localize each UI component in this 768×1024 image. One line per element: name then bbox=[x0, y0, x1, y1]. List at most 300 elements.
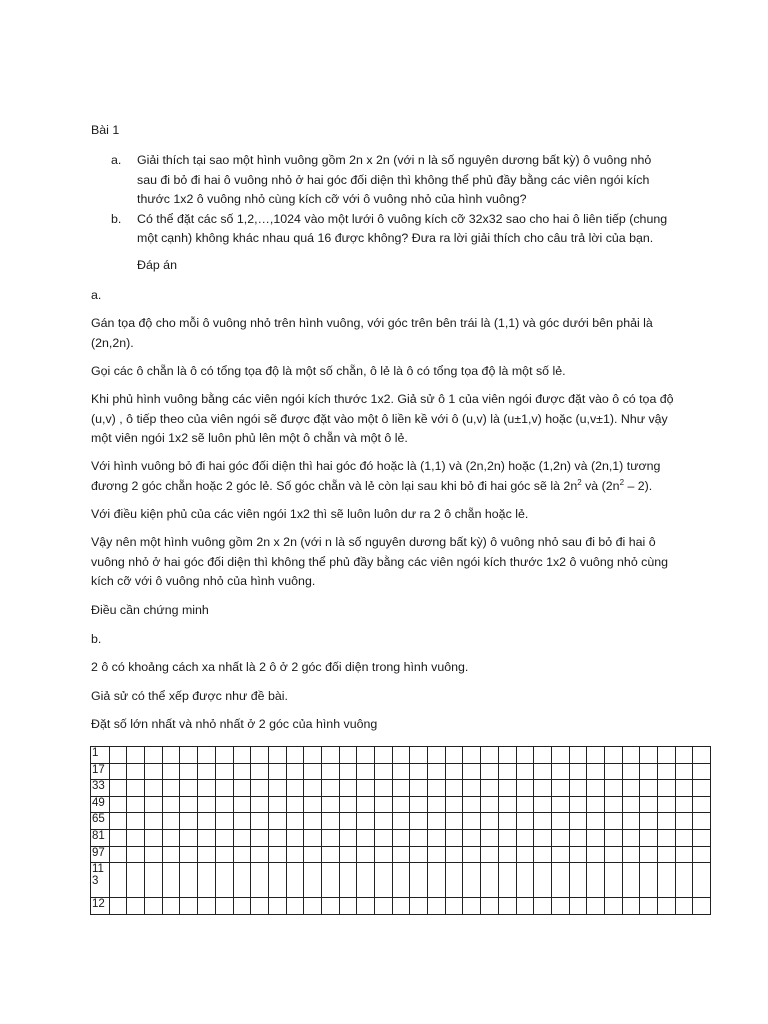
table-cell bbox=[622, 747, 640, 764]
table-cell bbox=[445, 829, 463, 846]
table-cell bbox=[233, 898, 251, 915]
table-cell bbox=[675, 829, 693, 846]
table-cell bbox=[516, 898, 534, 915]
question-b-line: một cạnh) không khác nhau quá 16 được không? Đưa ra lời giải thích cho câu trả lời của bạn. bbox=[137, 231, 654, 245]
table-cell bbox=[321, 780, 339, 797]
question-a-marker: a. bbox=[111, 153, 122, 167]
table-cell bbox=[534, 780, 552, 797]
table-cell bbox=[516, 780, 534, 797]
table-cell bbox=[604, 898, 622, 915]
table-cell bbox=[693, 763, 711, 780]
table-cell bbox=[339, 813, 357, 830]
table-cell-first bbox=[91, 863, 110, 898]
table-cell bbox=[587, 898, 605, 915]
table-row bbox=[91, 796, 711, 813]
paragraph-coordinates bbox=[91, 314, 691, 353]
text-segment: – 2). bbox=[624, 478, 653, 493]
table-cell bbox=[516, 747, 534, 764]
table-cell bbox=[339, 796, 357, 813]
table-cell bbox=[622, 829, 640, 846]
table-cell bbox=[693, 846, 711, 863]
table-cell bbox=[375, 813, 393, 830]
table-cell bbox=[251, 813, 269, 830]
table-cell bbox=[304, 846, 322, 863]
cell-text-part: 11 bbox=[92, 863, 104, 876]
table-cell-first: 49 bbox=[91, 796, 110, 813]
table-cell bbox=[498, 747, 516, 764]
table-cell bbox=[587, 763, 605, 780]
table-cell bbox=[410, 780, 428, 797]
table-cell bbox=[534, 898, 552, 915]
table-cell bbox=[198, 898, 216, 915]
table-cell bbox=[180, 829, 198, 846]
qed-text: Điều cần chứng minh bbox=[91, 603, 209, 617]
table-cell bbox=[162, 796, 180, 813]
table-cell bbox=[145, 763, 163, 780]
table-cell bbox=[233, 763, 251, 780]
table-cell bbox=[109, 747, 127, 764]
table-cell bbox=[640, 780, 658, 797]
table-row bbox=[91, 780, 711, 797]
table-cell bbox=[127, 863, 145, 898]
table-cell bbox=[481, 763, 499, 780]
question-b-line: Có thể đặt các số 1,2,…,1024 vào một lưới ô vuông kích cỡ 32x32 sao cho hai ô liên tiếp (chung bbox=[137, 211, 668, 226]
text-segment: và (2n bbox=[581, 478, 620, 493]
table-cell bbox=[145, 796, 163, 813]
table-cell bbox=[604, 796, 622, 813]
table-cell bbox=[445, 813, 463, 830]
table-cell bbox=[534, 829, 552, 846]
table-cell bbox=[640, 898, 658, 915]
table-cell bbox=[304, 747, 322, 764]
part-a-label: a. bbox=[91, 288, 102, 302]
table-cell bbox=[215, 747, 233, 764]
paragraph-line: kích cỡ với ô vuông nhỏ của hình vuông. bbox=[91, 574, 316, 588]
table-cell bbox=[675, 796, 693, 813]
table-cell bbox=[251, 747, 269, 764]
superscript: 2 bbox=[619, 477, 625, 487]
table-cell bbox=[233, 813, 251, 830]
table-cell bbox=[640, 829, 658, 846]
table-cell bbox=[109, 763, 127, 780]
table-cell bbox=[268, 829, 286, 846]
table-cell bbox=[658, 898, 676, 915]
paragraph-line: Gán tọa độ cho mỗi ô vuông nhỏ trên hình vuông, với góc trên bên trái là (1,1) và góc dưới bên phải là bbox=[91, 316, 653, 330]
table-cell bbox=[693, 813, 711, 830]
table-cell bbox=[109, 898, 127, 915]
table-row bbox=[91, 898, 711, 915]
table-cell bbox=[357, 846, 375, 863]
table-cell bbox=[445, 747, 463, 764]
table-cell bbox=[357, 796, 375, 813]
table-cell bbox=[675, 846, 693, 863]
table-cell bbox=[233, 829, 251, 846]
table-cell bbox=[145, 829, 163, 846]
table-cell bbox=[463, 898, 481, 915]
table-cell bbox=[304, 763, 322, 780]
table-cell bbox=[622, 846, 640, 863]
table-cell bbox=[215, 846, 233, 863]
table-cell bbox=[410, 747, 428, 764]
table-cell-first: 97 bbox=[91, 846, 110, 863]
table-cell bbox=[286, 898, 304, 915]
table-cell bbox=[357, 747, 375, 764]
table-cell bbox=[251, 898, 269, 915]
table-cell bbox=[251, 846, 269, 863]
answer-heading: Đáp án bbox=[137, 258, 177, 272]
part-b-label: b. bbox=[91, 632, 102, 646]
table-cell bbox=[693, 796, 711, 813]
table-cell bbox=[675, 898, 693, 915]
table-cell bbox=[410, 813, 428, 830]
table-cell bbox=[321, 829, 339, 846]
table-cell bbox=[180, 796, 198, 813]
table-cell bbox=[498, 780, 516, 797]
table-cell bbox=[481, 780, 499, 797]
table-cell bbox=[109, 829, 127, 846]
table-cell bbox=[145, 747, 163, 764]
table-cell bbox=[604, 780, 622, 797]
table-cell bbox=[622, 863, 640, 898]
table-cell bbox=[410, 763, 428, 780]
table-cell-first: 12 bbox=[91, 898, 110, 915]
superscript: 2 bbox=[577, 477, 582, 487]
table-cell bbox=[658, 763, 676, 780]
table-cell bbox=[693, 829, 711, 846]
table-cell bbox=[622, 796, 640, 813]
table-cell bbox=[463, 747, 481, 764]
table-cell bbox=[339, 763, 357, 780]
table-cell bbox=[587, 796, 605, 813]
table-cell bbox=[534, 813, 552, 830]
table-cell bbox=[445, 846, 463, 863]
table-cell bbox=[428, 796, 446, 813]
table-cell bbox=[127, 813, 145, 830]
table-cell bbox=[428, 846, 446, 863]
table-cell-first: 1 bbox=[91, 747, 110, 764]
table-cell bbox=[445, 863, 463, 898]
table-cell bbox=[198, 747, 216, 764]
table-cell bbox=[375, 829, 393, 846]
paragraph-assume: Giả sử có thể xếp được như đề bài. bbox=[91, 689, 288, 703]
table-cell bbox=[233, 846, 251, 863]
table-cell bbox=[640, 747, 658, 764]
table-cell bbox=[339, 829, 357, 846]
table-cell bbox=[516, 863, 534, 898]
table-cell bbox=[622, 813, 640, 830]
table-cell bbox=[428, 863, 446, 898]
table-cell bbox=[268, 846, 286, 863]
table-cell bbox=[127, 747, 145, 764]
table-cell bbox=[180, 763, 198, 780]
table-cell bbox=[304, 863, 322, 898]
question-b-marker: b. bbox=[111, 211, 122, 226]
paragraph-line: (u,v) , ô tiếp theo của viên ngói sẽ được đặt vào một ô liền kề với ô (u,v) là (u±1,v) hoặc (u,v±1). Như vậy bbox=[91, 411, 668, 426]
table-cell bbox=[215, 763, 233, 780]
table-cell bbox=[481, 796, 499, 813]
table-cell bbox=[233, 747, 251, 764]
question-a-line: Giải thích tại sao một hình vuông gồm 2n x 2n (với n là số nguyên dương bất kỳ) ô vuông nhỏ bbox=[137, 153, 652, 167]
table-cell bbox=[127, 898, 145, 915]
table-cell bbox=[233, 796, 251, 813]
table-cell bbox=[198, 763, 216, 780]
table-cell bbox=[693, 863, 711, 898]
table-cell bbox=[198, 846, 216, 863]
table-cell bbox=[304, 829, 322, 846]
table-cell bbox=[658, 863, 676, 898]
table-cell bbox=[569, 796, 587, 813]
table-cell bbox=[127, 846, 145, 863]
table-cell bbox=[286, 846, 304, 863]
table-cell bbox=[304, 796, 322, 813]
table-cell bbox=[481, 846, 499, 863]
table-cell bbox=[357, 813, 375, 830]
table-cell bbox=[180, 747, 198, 764]
table-cell bbox=[551, 829, 569, 846]
paragraph-line: Vậy nên một hình vuông gồm 2n x 2n (với n là số nguyên dương bất kỳ) ô vuông nhỏ sau đi bỏ đi hai ô bbox=[91, 535, 656, 549]
table-cell bbox=[463, 763, 481, 780]
table-cell bbox=[640, 846, 658, 863]
table-cell bbox=[569, 863, 587, 898]
table-cell bbox=[286, 829, 304, 846]
paragraph-line: (2n,2n). bbox=[91, 335, 134, 350]
table-cell bbox=[658, 796, 676, 813]
number-grid-table bbox=[90, 746, 711, 915]
table-cell bbox=[321, 846, 339, 863]
table-cell bbox=[640, 796, 658, 813]
table-cell bbox=[233, 780, 251, 797]
table-cell bbox=[604, 863, 622, 898]
table-cell bbox=[445, 898, 463, 915]
table-cell bbox=[286, 763, 304, 780]
table-cell bbox=[658, 780, 676, 797]
table-cell bbox=[215, 796, 233, 813]
table-cell bbox=[551, 763, 569, 780]
table-cell bbox=[516, 813, 534, 830]
table-cell bbox=[339, 747, 357, 764]
paragraph-line: Với hình vuông bỏ đi hai góc đối diện thì hai góc đó hoặc là (1,1) và (2n,2n) hoặc (1,2n) và (2n,1) tương bbox=[91, 459, 661, 473]
table-cell bbox=[569, 763, 587, 780]
table-cell bbox=[375, 898, 393, 915]
table-cell bbox=[321, 796, 339, 813]
table-cell bbox=[534, 763, 552, 780]
table-cell bbox=[463, 863, 481, 898]
table-cell bbox=[658, 813, 676, 830]
table-cell bbox=[569, 846, 587, 863]
table-cell bbox=[127, 780, 145, 797]
table-cell bbox=[392, 813, 410, 830]
table-cell bbox=[251, 763, 269, 780]
paragraph-line bbox=[91, 477, 691, 497]
table-cell bbox=[551, 846, 569, 863]
table-cell bbox=[162, 813, 180, 830]
table-cell bbox=[569, 829, 587, 846]
paragraph-parity: Gọi các ô chẵn là ô có tổng tọa độ là một số chẵn, ô lẻ là ô có tổng tọa độ là một số lẻ. bbox=[91, 364, 566, 378]
table-cell bbox=[375, 780, 393, 797]
table-cell bbox=[392, 796, 410, 813]
table-cell bbox=[339, 846, 357, 863]
table-row bbox=[91, 763, 711, 780]
table-cell bbox=[162, 780, 180, 797]
table-cell bbox=[551, 796, 569, 813]
table-cell bbox=[321, 747, 339, 764]
table-cell bbox=[498, 763, 516, 780]
table-cell bbox=[268, 813, 286, 830]
table-cell bbox=[162, 863, 180, 898]
table-cell bbox=[180, 780, 198, 797]
table-cell bbox=[675, 747, 693, 764]
table-cell-first: 17 bbox=[91, 763, 110, 780]
table-cell bbox=[428, 780, 446, 797]
table-cell bbox=[215, 863, 233, 898]
table-cell bbox=[251, 829, 269, 846]
table-cell bbox=[145, 846, 163, 863]
table-cell bbox=[498, 898, 516, 915]
table-cell bbox=[428, 829, 446, 846]
table-row bbox=[91, 846, 711, 863]
table-cell bbox=[622, 898, 640, 915]
table-cell bbox=[251, 863, 269, 898]
table-cell bbox=[321, 863, 339, 898]
table-cell bbox=[215, 780, 233, 797]
table-cell bbox=[145, 863, 163, 898]
table-cell bbox=[392, 747, 410, 764]
table-cell bbox=[587, 846, 605, 863]
table-cell bbox=[268, 898, 286, 915]
table-cell bbox=[109, 796, 127, 813]
table-cell bbox=[410, 863, 428, 898]
table-cell bbox=[428, 763, 446, 780]
table-cell bbox=[410, 898, 428, 915]
table-cell bbox=[463, 796, 481, 813]
table-cell bbox=[339, 898, 357, 915]
table-cell bbox=[127, 763, 145, 780]
table-cell-first: 65 bbox=[91, 813, 110, 830]
table-cell bbox=[286, 813, 304, 830]
table-cell bbox=[587, 747, 605, 764]
table-cell bbox=[604, 846, 622, 863]
paragraph-distance: 2 ô có khoảng cách xa nhất là 2 ô ở 2 góc đối diện trong hình vuông. bbox=[91, 660, 469, 674]
table-cell bbox=[127, 829, 145, 846]
table-cell bbox=[463, 829, 481, 846]
table-cell bbox=[693, 780, 711, 797]
table-cell bbox=[640, 813, 658, 830]
table-cell bbox=[375, 796, 393, 813]
table-cell bbox=[180, 863, 198, 898]
question-a-line: thước 1x2 ô vuông nhỏ cùng kích cỡ với ô vuông nhỏ của hình vuông? bbox=[137, 192, 527, 206]
table-cell bbox=[658, 747, 676, 764]
table-cell bbox=[534, 796, 552, 813]
table-cell bbox=[675, 813, 693, 830]
table-cell bbox=[268, 863, 286, 898]
table-cell bbox=[392, 898, 410, 915]
table-cell bbox=[658, 846, 676, 863]
table-cell bbox=[392, 829, 410, 846]
table-cell bbox=[375, 846, 393, 863]
table-cell bbox=[498, 846, 516, 863]
table-cell bbox=[516, 846, 534, 863]
table-cell bbox=[658, 829, 676, 846]
table-cell bbox=[551, 898, 569, 915]
table-cell bbox=[127, 796, 145, 813]
table-cell bbox=[481, 829, 499, 846]
table-cell bbox=[304, 780, 322, 797]
table-cell bbox=[516, 829, 534, 846]
question-a-line: sau đi bỏ đi hai ô vuông nhỏ ở hai góc đối diện thì không thể phủ đầy bằng các viên ngói kích bbox=[137, 172, 650, 187]
table-cell bbox=[286, 796, 304, 813]
table-cell bbox=[587, 813, 605, 830]
table-cell bbox=[162, 898, 180, 915]
table-cell bbox=[268, 747, 286, 764]
table-cell bbox=[198, 813, 216, 830]
table-cell bbox=[481, 898, 499, 915]
table-cell bbox=[109, 780, 127, 797]
text-segment: đương 2 góc chẵn hoặc 2 góc lẻ. Số góc chẵn và lẻ còn lại sau khi bỏ đi hai góc sẽ là 2n bbox=[91, 478, 578, 493]
table-cell bbox=[481, 747, 499, 764]
table-row bbox=[91, 863, 711, 898]
table-cell bbox=[693, 898, 711, 915]
table-cell bbox=[463, 780, 481, 797]
table-cell bbox=[375, 763, 393, 780]
table-cell bbox=[375, 747, 393, 764]
table-cell bbox=[587, 829, 605, 846]
table-cell bbox=[145, 813, 163, 830]
table-cell bbox=[268, 796, 286, 813]
table-cell bbox=[180, 813, 198, 830]
paragraph-placement: Đặt số lớn nhất và nhỏ nhất ở 2 góc của hình vuông bbox=[91, 717, 378, 731]
cell-text-part: 3 bbox=[92, 875, 99, 888]
paragraph-conclusion bbox=[91, 533, 691, 592]
table-cell bbox=[587, 863, 605, 898]
table-cell bbox=[622, 780, 640, 797]
table-cell bbox=[551, 747, 569, 764]
table-cell bbox=[321, 763, 339, 780]
table-cell bbox=[675, 863, 693, 898]
table-cell bbox=[569, 780, 587, 797]
table-cell bbox=[145, 898, 163, 915]
table-cell bbox=[534, 863, 552, 898]
table-cell bbox=[215, 813, 233, 830]
table-cell bbox=[357, 780, 375, 797]
table-cell-first: 81 bbox=[91, 829, 110, 846]
paragraph-line: một viên ngói 1x2 sẽ luôn phủ lên một ô chẵn và một ô lẻ. bbox=[91, 431, 408, 445]
table-cell bbox=[321, 813, 339, 830]
table-cell bbox=[551, 813, 569, 830]
table-cell bbox=[481, 863, 499, 898]
table-cell bbox=[498, 829, 516, 846]
question-a bbox=[91, 151, 691, 210]
table-cell bbox=[498, 796, 516, 813]
exercise-title: Bài 1 bbox=[91, 123, 120, 137]
table-cell bbox=[675, 780, 693, 797]
table-cell bbox=[162, 846, 180, 863]
paragraph-corners bbox=[91, 457, 691, 496]
table-cell-first: 33 bbox=[91, 780, 110, 797]
table-cell bbox=[357, 763, 375, 780]
table-cell bbox=[321, 898, 339, 915]
table-cell bbox=[215, 898, 233, 915]
table-cell bbox=[251, 796, 269, 813]
table-cell bbox=[498, 863, 516, 898]
table-cell bbox=[162, 763, 180, 780]
table-cell bbox=[198, 796, 216, 813]
table-cell bbox=[286, 780, 304, 797]
table-cell bbox=[198, 829, 216, 846]
table-cell bbox=[339, 780, 357, 797]
table-cell bbox=[215, 829, 233, 846]
table-row bbox=[91, 813, 711, 830]
table-cell bbox=[145, 780, 163, 797]
